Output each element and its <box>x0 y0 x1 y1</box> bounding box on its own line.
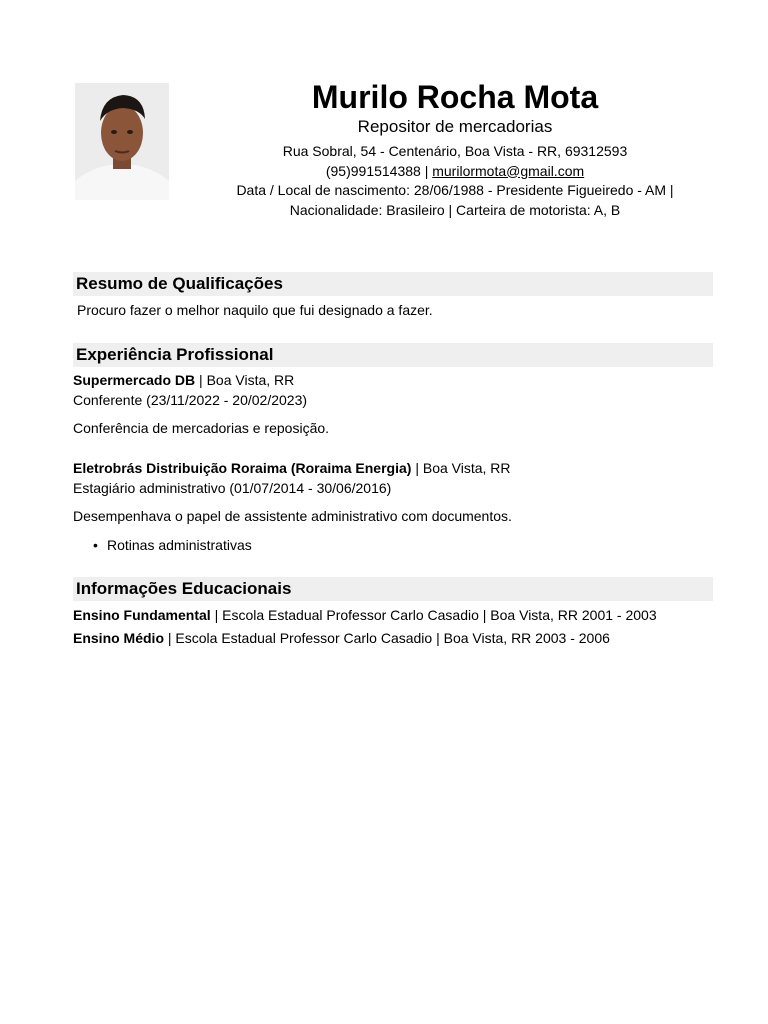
contact-line <box>205 162 705 182</box>
education-item-1 <box>73 605 657 625</box>
summary-text: Procuro fazer o melhor naquilo que fui designado a fazer. <box>77 302 433 318</box>
job-2-location: | Boa Vista, RR <box>411 460 511 476</box>
education-2-details: | Escola Estadual Professor Carlo Casadio | Boa Vista, RR 2003 - 2006 <box>164 630 610 646</box>
section-summary-title: Resumo de Qualificações <box>73 272 713 296</box>
job-2-company: Eletrobrás Distribuição Roraima (Roraima Energia) <box>73 460 412 476</box>
job-1-location: | Boa Vista, RR <box>195 372 295 388</box>
birth-line: Data / Local de nascimento: 28/06/1988 - Presidente Figueiredo - AM | <box>236 182 674 198</box>
job-1-position: Conferente (23/11/2022 - 20/02/2023) <box>73 392 308 408</box>
job-2-header <box>73 458 511 478</box>
job-2-bullet-text: Rotinas administrativas <box>107 537 252 553</box>
section-experience-title: Experiência Profissional <box>73 343 713 367</box>
nationality-line: Nacionalidade: Brasileiro | Carteira de motorista: A, B <box>289 201 621 218</box>
resume-header <box>205 78 705 220</box>
person-photo-icon <box>75 83 169 200</box>
education-item-2 <box>73 628 610 648</box>
education-1-details: | Escola Estadual Professor Carlo Casadio | Boa Vista, RR 2001 - 2003 <box>210 607 657 623</box>
phone-number: (95)991514388 | <box>325 162 433 179</box>
section-education-title: Informações Educacionais <box>73 577 713 601</box>
candidate-role: Repositor de mercadorias <box>357 117 553 136</box>
job-2-position: Estagiário administrativo (01/07/2014 - 30/06/2016) <box>73 480 392 496</box>
job-2-bullet-item <box>93 535 252 555</box>
candidate-name: Murilo Rocha Mota <box>311 79 599 115</box>
job-2-description: Desempenhava o papel de assistente administrativo com documentos. <box>73 508 512 524</box>
address-line: Rua Sobral, 54 - Centenário, Boa Vista - RR, 69312593 <box>282 143 628 159</box>
bullet-icon: • <box>93 537 98 553</box>
education-1-level: Ensino Fundamental <box>73 607 211 623</box>
email-link[interactable]: murilormota@gmail.com <box>432 162 585 179</box>
education-2-level: Ensino Médio <box>73 630 164 646</box>
profile-photo <box>75 83 169 200</box>
job-1-description: Conferência de mercadorias e reposição. <box>73 420 330 436</box>
job-1-company: Supermercado DB <box>73 372 196 388</box>
job-1-header <box>73 370 294 390</box>
